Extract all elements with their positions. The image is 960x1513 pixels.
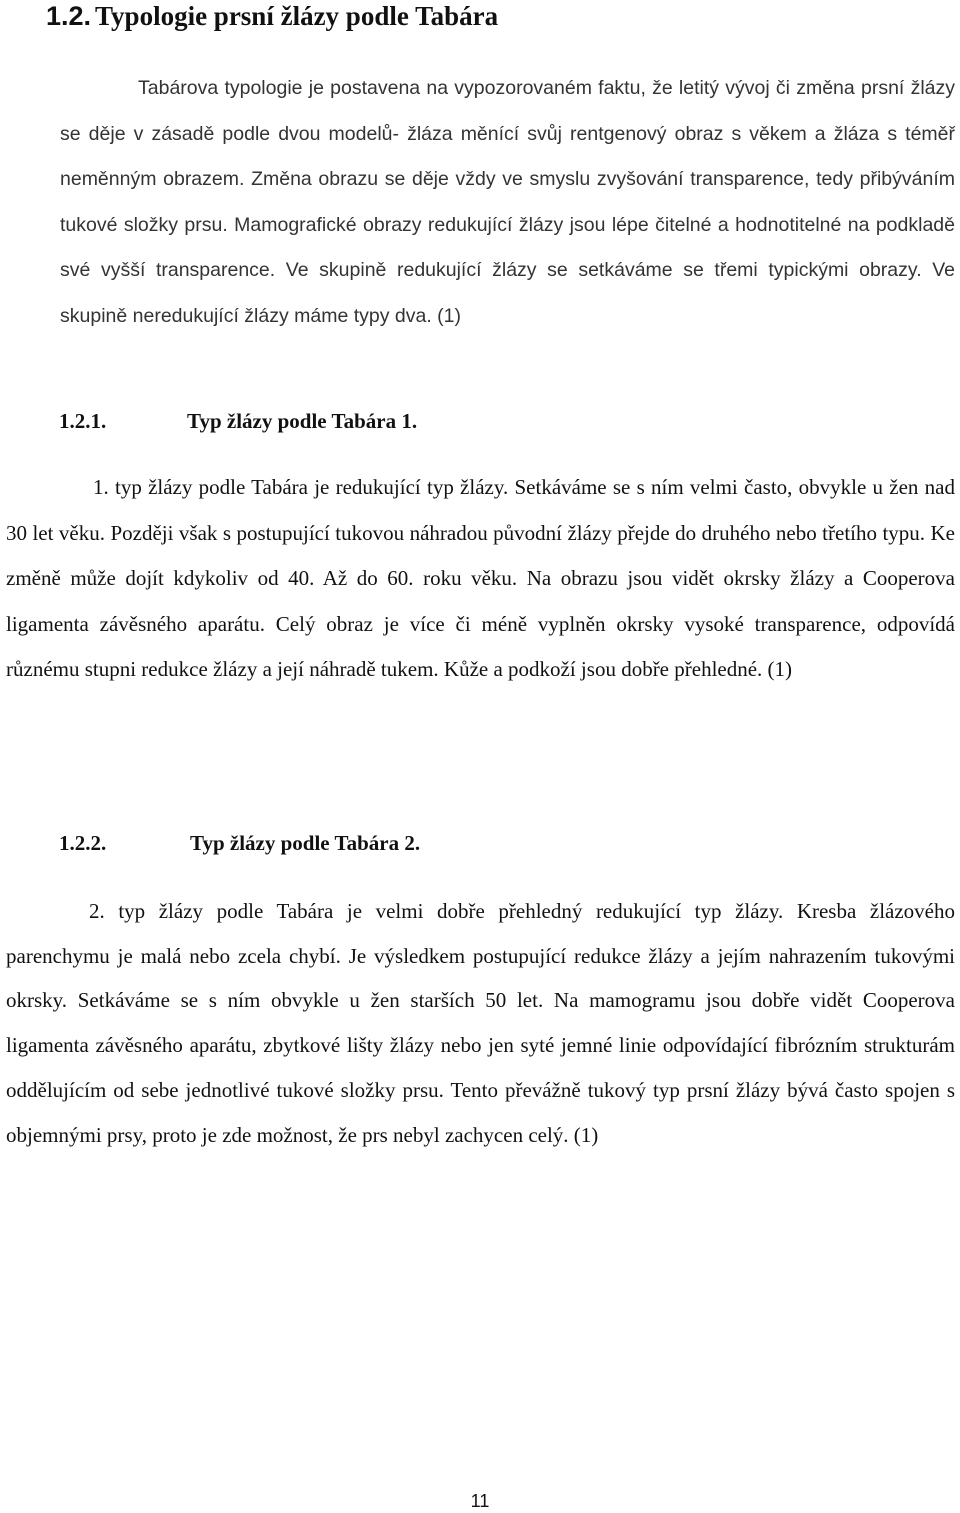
section-number: 1.2. (46, 1, 92, 31)
subsection-number: 1.2.1. (59, 409, 107, 433)
subsection-title: Typ žlázy podle Tabára 1. (187, 409, 418, 433)
intro-paragraph: Tabárova typologie je postavena na vypozorovaném faktu, že letitý vývoj či změna prsní žlázy se děje v zásadě podle dvou modelů- žláza měnící svůj rentgenový obraz s věkem a žláza s téměř neměnným obrazem. Změna obrazu se děje vždy ve smyslu zvyšování transparence, tedy přibýváním tukové složky prsu. Mamografické obrazy redukující žlázy jsou lépe čitelné a hodnotitelné na podkladě své vyšší transparence. Ve skupině redukující žlázy se setkáváme se třemi typickými obrazy. Ve skupině neredukující žlázy máme typy dva. (1) (60, 77, 955, 327)
subsection-1-paragraph: 1. typ žlázy podle Tabára je redukující typ žlázy. Setkáváme se s ním velmi často, obvykle u žen nad 30 let věku. Později však s postupující tukovou náhradou původní žlázy přejde do druhého nebo třetího typu. Ke změně může dojít kdykoliv od 40. Až do 60. roku věku. Na obrazu jsou vidět okrsky žlázy a Cooperova ligamenta závěsného aparátu. Celý obraz je více či méně vyplněn okrsky vysoké transparence, odpovídá různému stupni redukce žlázy a její náhradě tukem. Kůže a podkoží jsou dobře přehledné. (1) (6, 475, 955, 682)
section-heading (46, 0, 498, 32)
page-number: 11 (470, 1491, 490, 1511)
subsection-number: 1.2.2. (59, 831, 107, 855)
section-title: Typologie prsní žlázy podle Tabára (95, 1, 499, 31)
subsection-2-paragraph: 2. typ žlázy podle Tabára je velmi dobře přehledný redukující typ žlázy. Kresba žlázového parenchymu je malá nebo zcela chybí. Je výsledkem postupující redukce žlázy a jejím nahrazením tukovými okrsky. Setkáváme se s ním obvykle u žen starších 50 let. Na mamogramu jsou dobře vidět Cooperova ligamenta závěsného aparátu, zbytkové lišty žlázy nebo jen syté jemné linie odpovídající fibrózním strukturám oddělujícím od sebe jednotlivé tukové složky prsu. Tento převážně tukový typ prsní žlázy bývá často spojen s objemnými prsy, proto je zde možnost, že prs nebyl zachycen celý. (1) (6, 899, 955, 1147)
subsection-heading-1 (59, 409, 417, 434)
subsection-heading-2 (59, 831, 420, 856)
subsection-title: Typ žlázy podle Tabára 2. (190, 831, 421, 855)
